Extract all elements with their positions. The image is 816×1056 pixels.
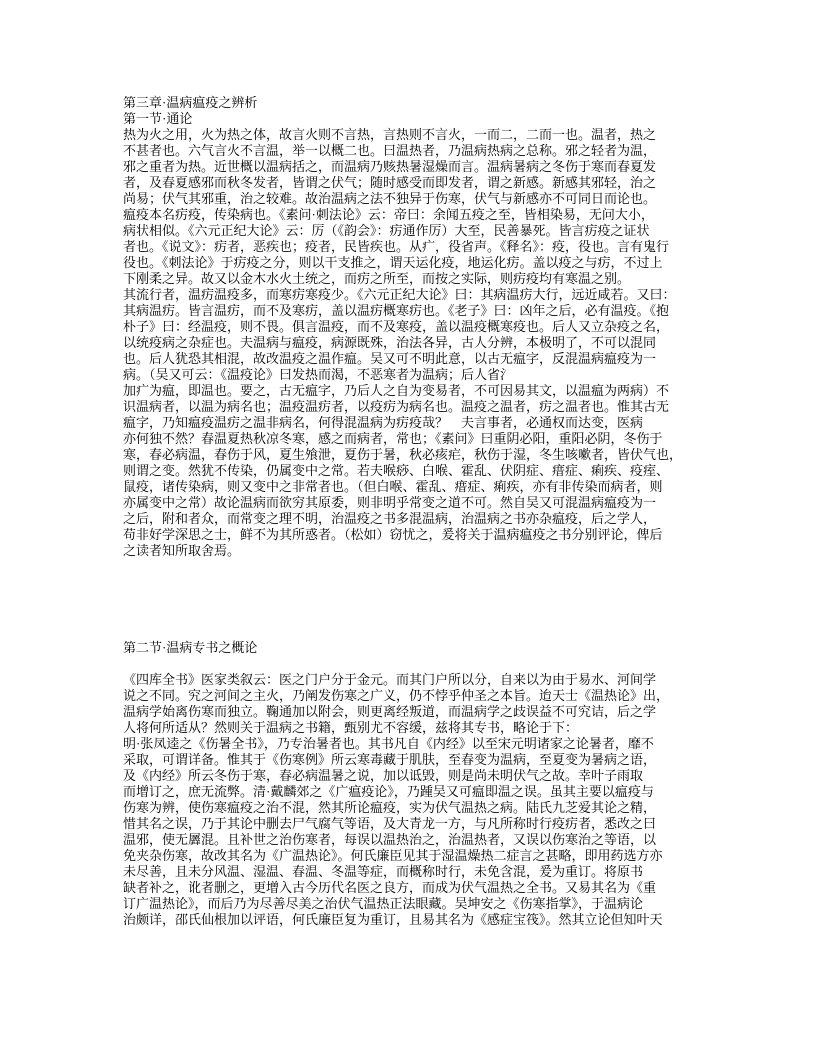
text-line: 及《内经》所云冬伤于寒，春必病温暑之说，加以诋毁，则是尚未明伏气之故。幸叶子雨取 [123, 768, 644, 783]
text-line: 治颇详，邵氏仙根加以评语，何氏廉臣复为重订，且易其名为《感症宝筏》。然其立论但知叶天 [123, 912, 663, 927]
text-line: 之后，附和者众，而常变之理不明，治温疫之书多混温病，治温病之书亦杂瘟疫，后之学人， [123, 511, 657, 526]
text-line: 瘟疫本名疠疫，传染病也。《素问·刺法论》云：帝曰：余闻五疫之至，皆相染易，无问大小， [123, 207, 654, 222]
text-line: 下刚柔之异。故又以金木水火土统之，而疠之所至，而按之实际，则疠疫均有寒温之别。 [123, 271, 631, 286]
text-line: 其流行者，温疠温疫多，而寒疠寒疫少。《六元正纪大论》曰：其病温疠大行，远近咸若。又曰： [123, 287, 676, 302]
text-line: 朴子》曰：经温疫，则不畏。俱言温疫，而不及寒疫，盖以温疫概寒疫也。后人又立杂疫之名， [123, 319, 670, 334]
text-line: 之读者知所取舍焉。 [123, 543, 241, 558]
text-line: 热为火之用，火为热之体，故言火则不言热，言热则不言火，一而二，二而一也。温者，热之 [123, 127, 657, 142]
section-2-heading: 第二节·温病专书之概论 [123, 640, 258, 655]
text-line: 采取，可谓详备。惟其于《伤寒例》所云寒毒藏于肌肤，至春变为温病，至夏变为暑病之语， [123, 752, 657, 767]
text-line: 缺者补之，讹者删之，更增入古今历代名医之良方，而成为伏气温热之全书。又易其名为《重 [123, 880, 657, 895]
text-line: 而增订之，庶无流弊。清·戴麟郊之《广瘟疫论》，乃踵吴又可瘟即温之误。虽其主要以瘟疫与 [123, 784, 654, 799]
section-general-discussion [123, 95, 703, 559]
section-monograph-overview [123, 640, 703, 928]
text-line: 识温病者，以温为病名也；温疫温疠者，以疫疠为病名也。温疫之温者，疠之温者也。惟其古无 [123, 399, 670, 414]
text-line: 役也。《刺法论》于疠疫之分，则以干支推之，谓天运化疫，地运化疠。盖以疫之与疠，不过上 [123, 255, 663, 270]
text-line: 人将何所适从？然则关于温病之书籍，甄别尤不容缓，兹将其专书，略论于下： [123, 720, 579, 735]
text-line: 亦属变中之常）故论温病而欲穷其原委，则非明乎常变之道不可。然自吴又可混温病瘟疫为一 [123, 495, 657, 510]
text-line: 免夹杂伤寒，故改其名为《广温热论》。何氏廉臣见其于湿温燥热二症言之甚略，即用药选方亦 [123, 848, 663, 863]
page-content [123, 95, 703, 928]
text-line: 惜其名之误，乃于其论中删去尸气腐气等语，及大青龙一方，与凡所称时行疫疠者，悉改之曰 [123, 816, 657, 831]
section-2-body [123, 672, 703, 928]
chapter-heading: 第三章·温病瘟疫之辨析 [123, 95, 258, 110]
text-line: 者，及春夏感邪而秋冬发者，皆谓之伏气；随时感受而即发者，谓之新感。新感其邪轻，治之 [123, 175, 657, 190]
text-line: 苟非好学深思之士，鲜不为其所惑者。（松如）窃忧之，爰将关于温病瘟疫之书分别评论，俾后 [123, 527, 663, 542]
text-line: 订广温热论》，而后乃为尽善尽美之治伏气温热正法眼藏。吴坤安之《伤寒指掌》，于温病论 [123, 896, 644, 911]
text-line: 以统疫病之杂症也。夫温病与瘟疫，病源既殊，治法各异，古人分辨，本极明了，不可以混同 [123, 335, 657, 350]
text-line: 温病学始离伤寒而独立。鞠通加以附会，则更离经叛道，而温病学之歧误益不可究诘，后之学 [123, 704, 657, 719]
text-line: 说之不同。究之河间之主火，乃阐发伤寒之广义，仍不悖乎仲圣之本旨。迨天士《温热论》出， [123, 688, 670, 703]
section-1-heading: 第一节·通论 [123, 111, 193, 126]
text-line: 亦何独不然？春温夏热秋凉冬寒，感之而病者，常也；《素问》曰重阴必阳，重阳必阴，冬伤于 [123, 431, 663, 446]
text-line: 未尽善，且未分风温、湿温、春温、冬温等症，而概称时行，未免含混，爰为重订。将原书 [123, 864, 644, 879]
text-line: 其病温疠。皆言温疠，而不及寒疠，盖以温疠概寒疠也。《老子》曰：凶年之后，必有温疫。《抱 [123, 303, 670, 318]
text-line: 者也。《说文》：疠者，恶疾也；疫者，民皆疾也。从疒，役省声。《释名》：疫，役也。言有鬼行 [123, 239, 670, 254]
text-line: 明·张凤逵之《伤暑全书》，乃专治暑者也。其书凡自《内经》以至宋元明诸家之论暑者，靡不 [123, 736, 654, 751]
text-line: 病。（吴又可云：《温疫论》曰发热而渴，不恶寒者为温病；后人省氵 [123, 367, 514, 382]
text-line: 加疒为瘟，即温也。要之，古无瘟字，乃后人之自为变易者，不可因易其文，以温瘟为两病）不 [123, 383, 670, 398]
text-line: 则谓之变。然犹不传染，仍属变中之常。若夫喉痧、白喉、霍乱、伏阴症、瘄症、痢疾、疫痓、 [123, 463, 670, 478]
text-line: 尚易；伏气其邪重，治之较难。故治温病之法不独异于伤寒，伏气与新感亦不可同日而论也。 [123, 191, 657, 206]
text-line: 邪之重者为热。近世概以温病括之，而温病乃赅热暑湿燥而言。温病暑病之冬伤于寒而春夏发 [123, 159, 657, 174]
text-line: 伤寒为辨，使伤寒瘟疫之治不混，然其所论瘟疫，实为伏气温热之病。陆氏九芝爱其论之精， [123, 800, 657, 815]
text-line: 也。后人犹恐其相混，故改温疫之温作瘟。吴又可不明此意，以古无瘟字，反混温病瘟疫为一 [123, 351, 657, 366]
section-1-body [123, 127, 703, 559]
text-line: 《四库全书》医家类叙云：医之门户分于金元。而其门户所以分，自来以为由于易水、河间学 [123, 672, 657, 687]
text-line: 温邪，使无羼混。且补世之治伤寒者，每误以温热治之，治温热者，又误以伤寒治之等语，以 [123, 832, 657, 847]
text-line: 鼠疫，诸传染病，则又变中之非常者也。（但白喉、霍乱、瘄症、痢疾，亦有非传染而病者，则 [123, 479, 663, 494]
text-line: 瘟字，乃知瘟疫温疠之温非病名，何得混温病为疠疫哉？ 夫言事者，必通权而达变，医病 [123, 415, 644, 430]
text-line: 寒，春必病温，春伤于风，夏生飧泄，夏伤于暑，秋必痎疟，秋伤于湿，冬生咳嗽者，皆伏气也， [123, 447, 683, 462]
text-line: 病状相似。《六元正纪大论》云：厉（《韵会》：疠通作厉）大至，民善暴死。皆言疠疫之证状 [123, 223, 650, 238]
text-line: 不甚者也。六气言火不言温，举一以概二也。曰温热者，乃温病热病之总称。邪之轻者为温， [123, 143, 657, 158]
